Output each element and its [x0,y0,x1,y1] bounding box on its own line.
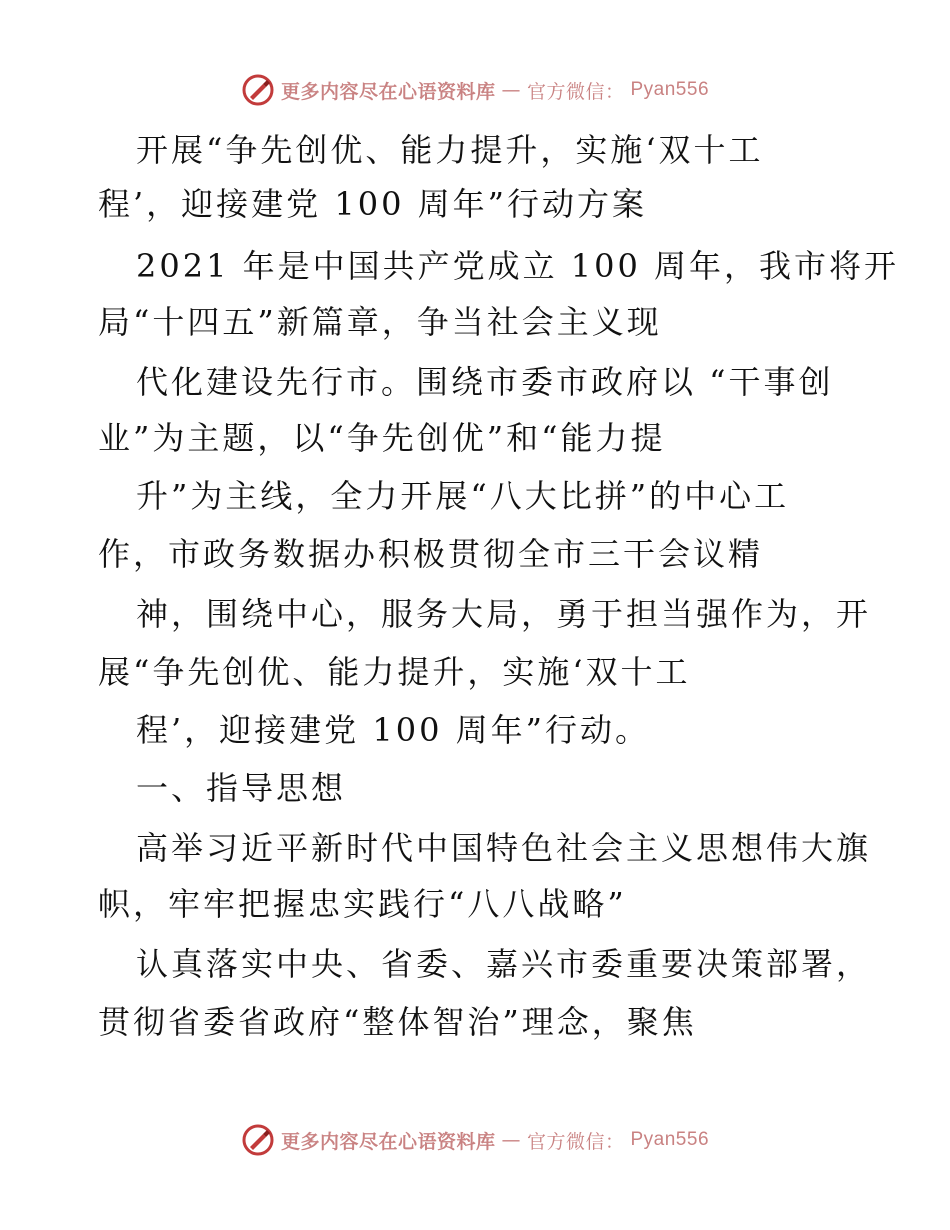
paragraph-line: 帜，牢牢把握忠实践行“八八战略” [98,885,627,923]
pen-logo-icon [241,73,275,107]
watermark-wechat-label: 官方微信： [526,80,625,103]
pen-logo-icon [241,1123,275,1157]
paragraph-line: 2021 年是中国共产党成立 100 周年，我市将开 [136,247,900,285]
paragraph-line: 认真落实中央、省委、嘉兴市委重要决策部署， [136,945,872,983]
paragraph-line: 作，市政务数据办积极贯彻全市三干会议精 [98,535,764,573]
watermark-text: 更多内容尽在心语资料库 [280,80,496,103]
watermark-dash: — [501,1129,521,1151]
paragraph-line: 局“十四五”新篇章，争当社会主义现 [98,303,662,341]
paragraph-line: 贯彻省委省政府“整体智治”理念，聚焦 [98,1003,697,1041]
section-heading: 一、指导思想 [136,769,347,807]
watermark-wechat-label: 官方微信： [526,1130,625,1153]
paragraph-line: 程’，迎接建党 100 周年”行动。 [136,711,650,749]
document-title-line-1: 开展“争先创优、能力提升，实施‘双十工 [136,131,764,169]
paragraph-line: 展“争先创优、能力提升，实施‘双十工 [98,653,691,691]
paragraph-line: 升”为主线，全力开展“八大比拼”的中心工 [136,477,790,515]
header-watermark [0,70,950,110]
document-title-line-2: 程’，迎接建党 100 周年”行动方案 [98,185,647,223]
watermark-wechat-id: Pyan556 [630,1129,710,1150]
watermark-text: 更多内容尽在心语资料库 [280,1130,496,1153]
footer-watermark [0,1120,950,1160]
watermark-wechat-id: Pyan556 [630,79,710,100]
paragraph-line: 业”为主题，以“争先创优”和“能力提 [98,419,666,457]
paragraph-line: 高举习近平新时代中国特色社会主义思想伟大旗 [136,829,872,867]
paragraph-line: 代化建设先行市。围绕市委市政府以 “干事创 [136,363,834,401]
watermark-dash: — [501,79,521,101]
paragraph-line: 神，围绕中心，服务大局，勇于担当强作为，开 [136,595,872,633]
